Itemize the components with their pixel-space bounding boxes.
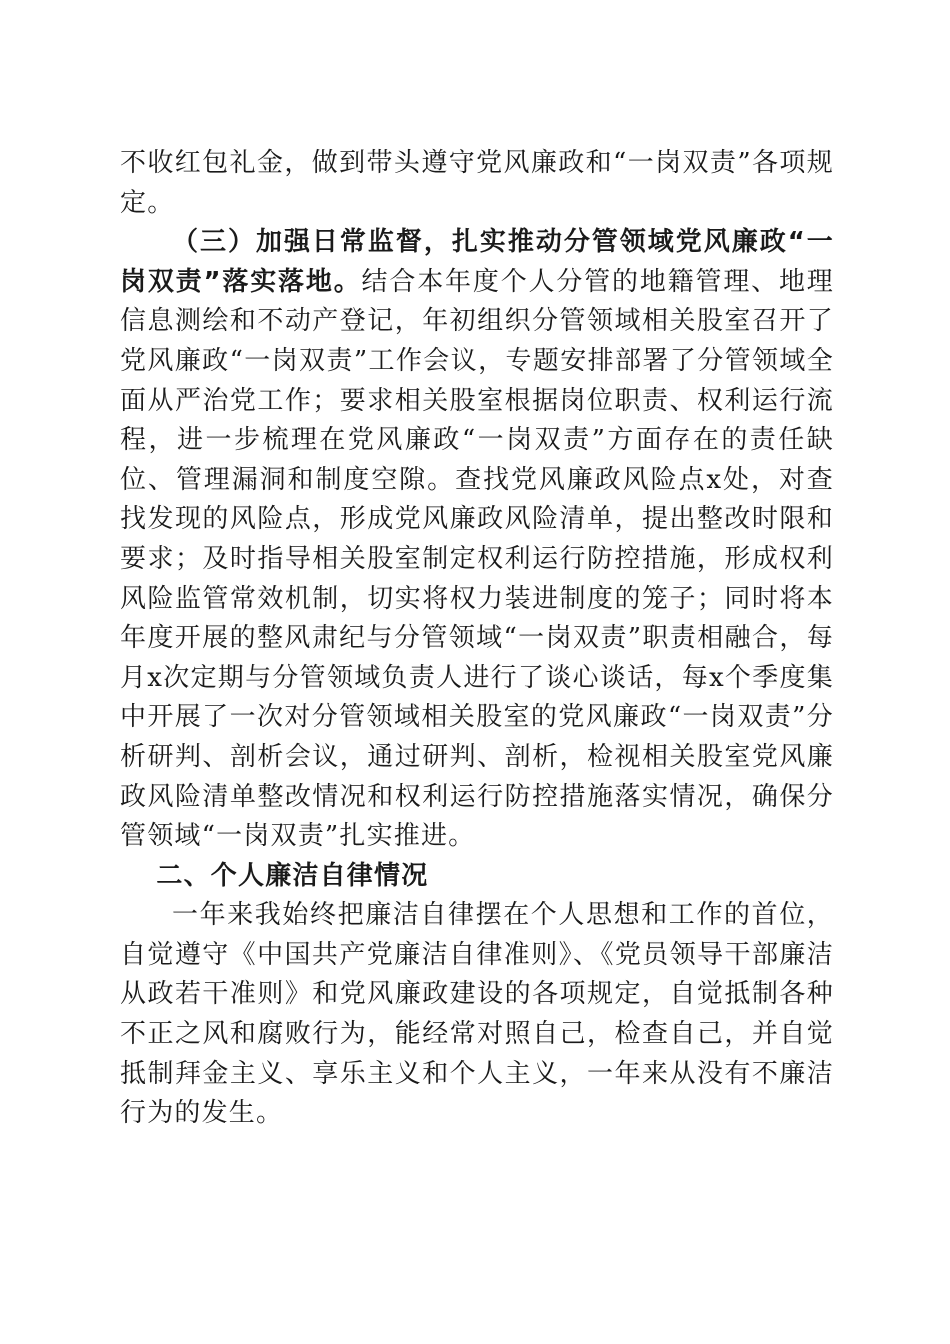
section-3-lead: （三）加强日常监督，扎实推动分管领域党风廉政“一岗双责”落实落地。 bbox=[120, 227, 834, 297]
document-page bbox=[120, 144, 834, 1134]
section-3-paragraph bbox=[120, 223, 834, 857]
section-2-heading: 二、个人廉洁自律情况 bbox=[156, 860, 429, 891]
continuation-paragraph: 不收红包礼金，做到带头遵守党风廉政和“一岗双责”各项规定。 bbox=[120, 148, 834, 218]
section-2-body: 一年来我始终把廉洁自律摆在个人思想和工作的首位，自觉遵守《中国共产党廉洁自律准则》、《党员领导干部廉洁从政若干准则》和党风廉政建设的各项规定，自觉抵制各种不正之风和腐败行为，能经常对照自己，检查自己，并自觉抵制拜金主义、享乐主义和个人主义，一年来从没有不廉洁行为的发生。 bbox=[120, 900, 834, 1129]
section-3-body: 结合本年度个人分管的地籍管理、地理信息测绘和不动产登记，年初组织分管领域相关股室召开了党风廉政“一岗双责”工作会议，专题安排部署了分管领域全面从严治党工作；要求相关股室根据岗位职责、权利运行流程，进一步梳理在党风廉政“一岗双责”方面存在的责任缺位、管理漏洞和制度空隙。查找党风廉政风险点x处，对查找发现的风险点，形成党风廉政风险清单，提出整改时限和要求；及时指导相关股室制定权利运行防控措施，形成权利风险监管常效机制，切实将权力装进制度的笼子；同时将本年度开展的整风肃纪与分管领域“一岗双责”职责相融合，每月x次定期与分管领域负责人进行了谈心谈话，每x个季度集中开展了一次对分管领域相关股室的党风廉政“一岗双责”分析研判、剖析会议，通过研判、剖析，检视相关股室党风廉政风险清单整改情况和权利运行防控措施落实情况，确保分管领域“一岗双责”扎实推进。 bbox=[120, 266, 834, 852]
